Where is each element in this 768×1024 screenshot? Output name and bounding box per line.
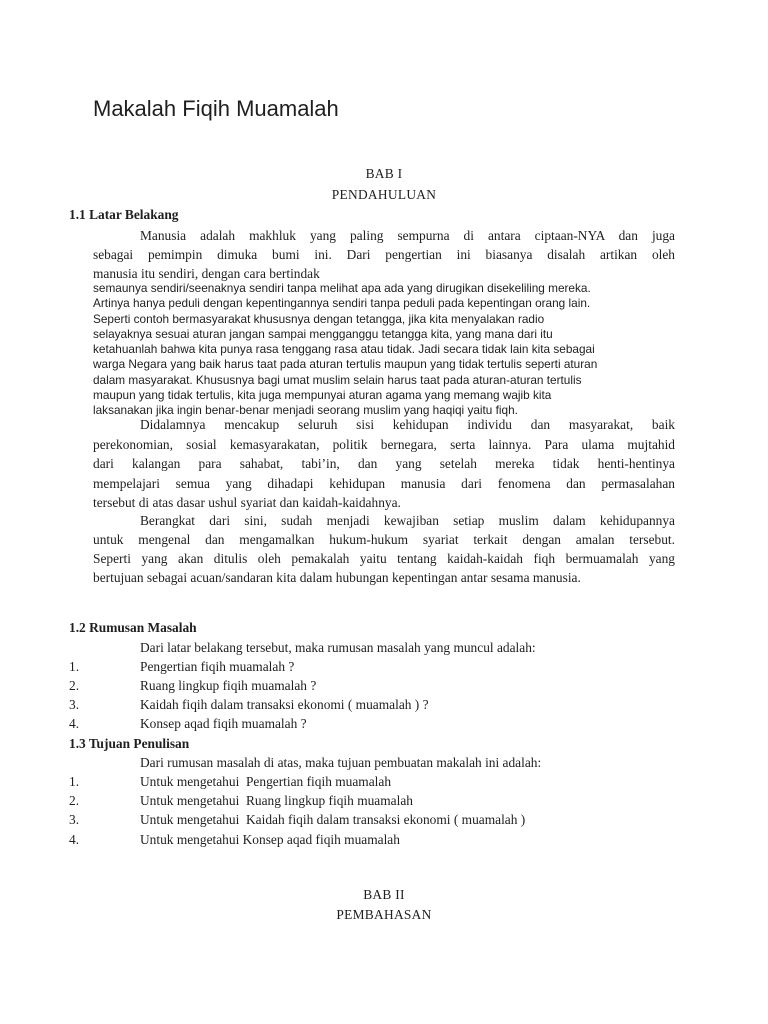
list-number: 4.	[69, 832, 80, 847]
paragraph-line: mempelajari semua yang dihadapi kehidupan manusia dari fenomena dan permasalahan	[93, 475, 675, 491]
list-number: 1.	[69, 774, 80, 789]
list-text: Untuk mengetahui Konsep aqad fiqih muamalah	[140, 832, 400, 847]
latar-paragraph-2	[93, 415, 675, 513]
paragraph-line: dalam masyarakat. Khususnya bagi umat muslim selain harus taat pada aturan-aturan tertulis	[93, 372, 582, 387]
bab2-title: PEMBAHASAN	[336, 907, 432, 922]
rumusan-intro-text: Dari latar belakang tersebut, maka rumusan masalah yang muncul adalah:	[140, 640, 536, 655]
paragraph-line: Seperti contoh bermasyarakat khususnya dengan tetangga, jika kita menyalakan radio	[93, 311, 545, 326]
paragraph-line: Seperti yang akan ditulis oleh pemakalah yaitu tentang kaidah-kaidah fiqh bermuamalah yang	[93, 551, 675, 566]
paragraph-line: Manusia adalah makhluk yang paling sempurna di antara ciptaan-NYA dan juga	[140, 228, 675, 243]
section-heading-latar-belakang: 1.1 Latar Belakang	[69, 207, 179, 222]
paragraph-line: Didalamnya mencakup seluruh sisi kehidupan individu dan masyarakat, baik	[140, 417, 675, 432]
bab1-label: BAB I	[365, 166, 403, 181]
bab1-title: PENDAHULUAN	[331, 187, 437, 202]
section-heading-rumusan-masalah: 1.2 Rumusan Masalah	[69, 620, 197, 635]
section-heading-tujuan-penulisan: 1.3 Tujuan Penulisan	[69, 736, 190, 751]
list-number: 4.	[69, 716, 80, 731]
list-number: 3.	[69, 812, 80, 827]
paragraph-line: ketahuanlah bahwa kita punya rasa tenggang rasa atau tidak. Jadi secara tidak lain kita sebagai	[93, 342, 595, 357]
list-number: 2.	[69, 678, 80, 693]
paragraph-line: maupun yang tidak tertulis, kita juga mempunyai aturan agama yang memang wajib kita	[93, 388, 552, 403]
paragraph-line: bertujuan sebagai acuan/sandaran kita dalam hubungan kepentingan antar sesama manusia.	[93, 570, 581, 585]
paragraph-line: perekonomian, sosial kemasyarakatan, politik bernegara, serta lainnya. Para ulama mujtahid	[93, 436, 675, 452]
document-title: Makalah Fiqih Muamalah	[93, 96, 339, 121]
paragraph-line: manusia itu sendiri, dengan cara bertindak	[93, 266, 320, 281]
paragraph-line: selayaknya sesuai aturan jangan sampai mengganggu tetangga kita, yang mana dari itu	[93, 326, 553, 341]
paragraph-line: tersebut di atas dasar ushul syariat dan kaidah-kaidahnya.	[93, 495, 401, 511]
latar-paragraph-1	[93, 226, 675, 283]
paragraph-line: Artinya hanya peduli dengan kepentingannya sendiri tanpa peduli pada kepentingan orang lain.	[93, 296, 591, 311]
list-text: Untuk mengetahui Kaidah fiqih dalam transaksi ekonomi ( muamalah )	[140, 812, 526, 827]
latar-paragraph-1-continued	[93, 281, 675, 419]
list-text: Untuk mengetahui Ruang lingkup fiqih muamalah	[140, 793, 413, 808]
list-number: 3.	[69, 697, 80, 712]
list-text: Ruang lingkup fiqih muamalah ?	[140, 678, 317, 693]
tujuan-intro-text: Dari rumusan masalah di atas, maka tujuan pembuatan makalah ini adalah:	[140, 755, 542, 770]
paragraph-line: warga Negara yang baik harus taat pada aturan tertulis maupun yang tidak tertulis seperti aturan	[93, 357, 598, 372]
latar-paragraph-3	[93, 511, 675, 587]
bab2-label: BAB II	[363, 887, 405, 902]
list-text: Untuk mengetahui Pengertian fiqih muamalah	[140, 774, 392, 789]
list-number: 2.	[69, 793, 80, 808]
paragraph-line: Berangkat dari sini, sudah menjadi kewajiban setiap muslim dalam kehidupannya	[140, 513, 675, 528]
list-text: Kaidah fiqih dalam transaksi ekonomi ( muamalah ) ?	[140, 697, 429, 712]
paragraph-line: dari kalangan para sahabat, tabi’in, dan yang setelah mereka tidak henti-hentinya	[93, 456, 675, 472]
paragraph-line: semaunya sendiri/seenaknya sendiri tanpa melihat apa ada yang dirugikan disekeliling mereka.	[93, 281, 591, 295]
paragraph-line: untuk mengenal dan mengamalkan hukum-hukum syariat terkait dengan amalan tersebut.	[93, 532, 675, 547]
list-text: Pengertian fiqih muamalah ?	[140, 659, 295, 674]
list-text: Konsep aqad fiqih muamalah ?	[140, 716, 307, 731]
paragraph-line: laksanakan jika ingin benar-benar menjadi seorang muslim yang haqiqi yaitu fiqh.	[93, 403, 518, 418]
list-number: 1.	[69, 659, 80, 674]
paragraph-line: sebagai pemimpin dimuka bumi ini. Dari pengertian ini biasanya disalah artikan oleh	[93, 247, 675, 262]
